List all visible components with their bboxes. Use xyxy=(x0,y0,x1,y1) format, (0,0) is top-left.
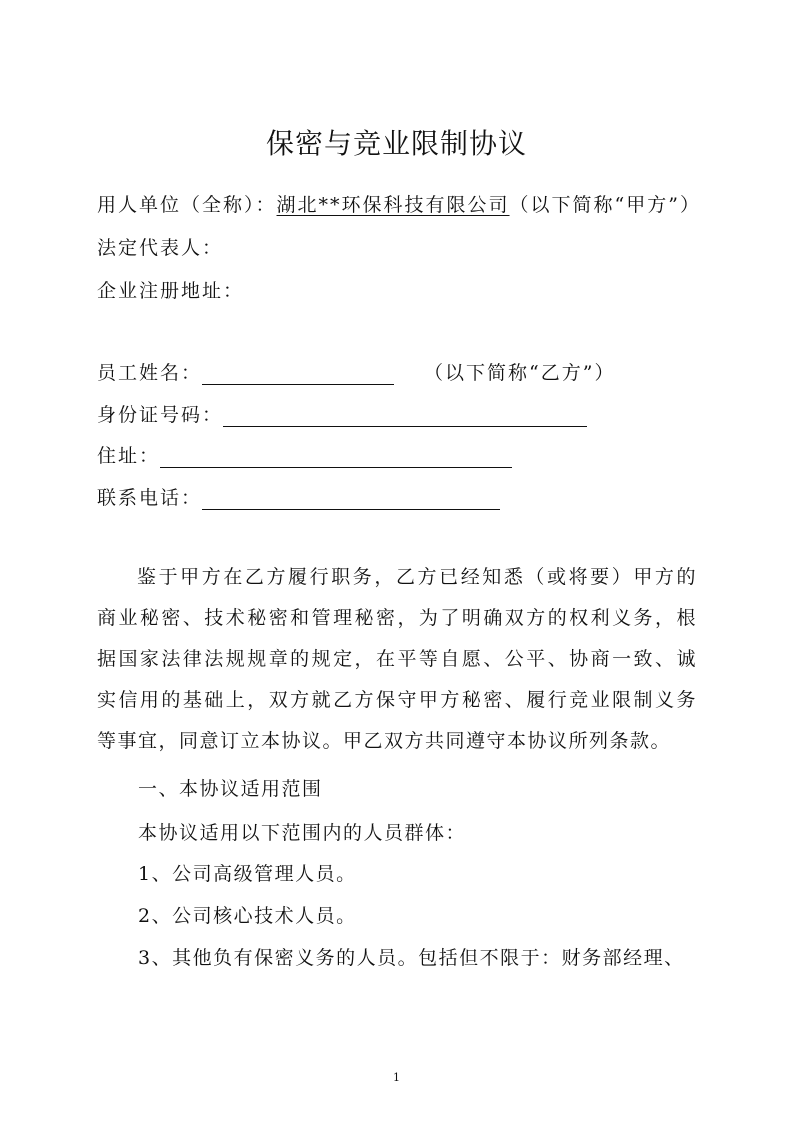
preamble-line: 商业秘密、技术秘密和管理秘密，为了明确双方的权利义务，根 xyxy=(97,607,697,629)
section1-heading: 一、本协议适用范围 xyxy=(138,778,323,800)
preamble-paragraph xyxy=(97,557,697,762)
phone-blank xyxy=(202,490,500,510)
preamble-line: 鉴于甲方在乙方履行职务，乙方已经知悉（或将要）甲方的 xyxy=(137,566,697,588)
list-item: 2、公司核心技术人员。 xyxy=(138,905,357,927)
legal-rep-line xyxy=(97,233,223,260)
reg-address-label: 企业注册地址： xyxy=(97,280,245,302)
employee-name-blank xyxy=(202,365,394,385)
address-label: 住址： xyxy=(97,445,161,467)
legal-rep-label: 法定代表人： xyxy=(97,237,224,259)
preamble-line: 据国家法律法规规章的规定，在平等自愿、公平、协商一致、诚 xyxy=(97,648,697,670)
employee-name-label: 员工姓名： xyxy=(97,362,203,384)
employer-suffix: （以下简称“甲方”） xyxy=(509,194,701,216)
address-line xyxy=(97,441,512,468)
id-blank xyxy=(223,407,587,427)
preamble-line: 实信用的基础上，双方就乙方保守甲方秘密、履行竞业限制义务 xyxy=(97,689,697,711)
section1-intro: 本协议适用以下范围内的人员群体： xyxy=(138,822,467,844)
phone-line xyxy=(97,483,500,510)
page-number: 1 xyxy=(393,1071,400,1084)
employer-label: 用人单位（全称）： xyxy=(97,194,277,216)
document-title: 保密与竞业限制协议 xyxy=(265,127,527,160)
preamble-line: 等事宜，同意订立本协议。甲乙双方共同遵守本协议所列条款。 xyxy=(97,730,672,752)
employee-name-line xyxy=(97,358,615,385)
phone-label: 联系电话： xyxy=(97,487,203,509)
id-line xyxy=(97,400,587,427)
reg-address-line xyxy=(97,276,244,303)
employer-line xyxy=(97,190,701,217)
address-blank xyxy=(160,448,512,468)
employer-name: 湖北**环保科技有限公司 xyxy=(276,194,510,216)
employee-suffix: （以下简称“乙方”） xyxy=(424,362,616,384)
list-item: 3、其他负有保密义务的人员。包括但不限于：财务部经理、 xyxy=(138,947,685,969)
list-item: 1、公司高级管理人员。 xyxy=(138,863,357,885)
id-label: 身份证号码： xyxy=(97,404,224,426)
